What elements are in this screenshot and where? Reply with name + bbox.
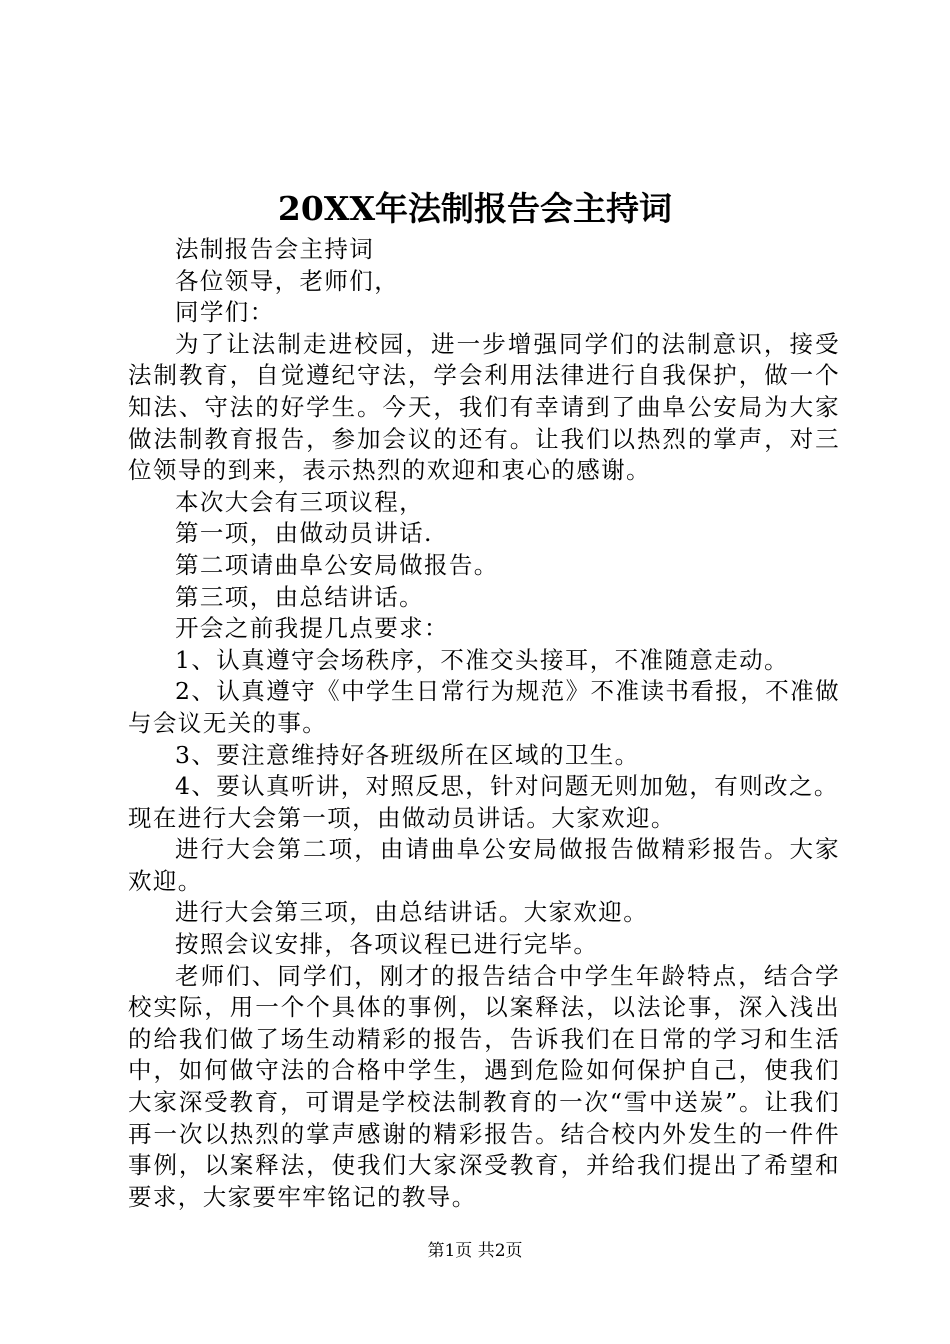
paragraph-agenda-item-2: 第二项请曲阜公安局做报告。 [175, 550, 499, 579]
paragraph-requirement-1: 1、认真遵守会场秩序，不准交头接耳，不准随意走动。 [175, 645, 789, 674]
paragraph-item-2-start: 进行大会第二项，由请曲阜公安局做报告做精彩报告。大家欢迎。 [128, 835, 840, 895]
paragraph-greeting-students: 同学们： [175, 298, 275, 327]
paragraph-agenda-complete: 按照会议安排，各项议程已进行完毕。 [175, 930, 599, 959]
paragraph-requirements-intro: 开会之前我提几点要求： [175, 614, 449, 643]
paragraph-requirement-4: 4、要认真听讲，对照反思，针对问题无则加勉，有则改之。 [175, 772, 839, 801]
page-number-footer: 第1页 共2页 [427, 1241, 523, 1261]
paragraph-agenda-item-1: 第一项，由做动员讲话. [175, 519, 433, 548]
paragraph-opening: 为了让法制走进校园，进一步增强同学们的法制意识，接受法制教育，自觉遵纪守法，学会利用法律进行自我保护，做一个知法、守法的好学生。今天，我们有幸请到了曲阜公安局为大家做法制教育报告，参加会议的还有。让我们以热烈的掌声，对三位领导的到来，表示热烈的欢迎和衷心的感谢。 [128, 329, 840, 485]
paragraph-agenda-intro: 本次大会有三项议程， [175, 487, 424, 516]
paragraph-greeting: 各位领导，老师们， [175, 266, 400, 295]
document-title: 20XX年法制报告会主持词 [277, 189, 673, 228]
paragraph-item-1-start: 现在进行大会第一项，由做动员讲话。大家欢迎。 [128, 803, 676, 832]
paragraph-requirement-2: 2、认真遵守《中学生日常行为规范》不准读书看报，不准做与会议无关的事。 [128, 677, 840, 737]
paragraph-agenda-item-3: 第三项，由总结讲话。 [175, 582, 424, 611]
paragraph-heading: 法制报告会主持词 [175, 235, 375, 263]
paragraph-item-3-start: 进行大会第三项，由总结讲话。大家欢迎。 [175, 898, 649, 927]
paragraph-closing: 老师们、同学们，刚才的报告结合中学生年龄特点，结合学校实际，用一个个具体的事例，以案释法，以法论事，深入浅出的给我们做了场生动精彩的报告，告诉我们在日常的学习和生活中，如何做守法的合格中学生，遇到危险如何保护自己，使我们大家深受教育，可谓是学校法制教育的一次“雪中送炭”。让我们再一次以热烈的掌声感谢的精彩报告。结合校内外发生的一件件事例，以案释法，使我们大家深受教育，并给我们提出了希望和要求，大家要牢牢铭记的教导。 [128, 961, 840, 1211]
document-body [128, 234, 840, 1213]
paragraph-requirement-3: 3、要注意维持好各班级所在区域的卫生。 [175, 740, 640, 769]
